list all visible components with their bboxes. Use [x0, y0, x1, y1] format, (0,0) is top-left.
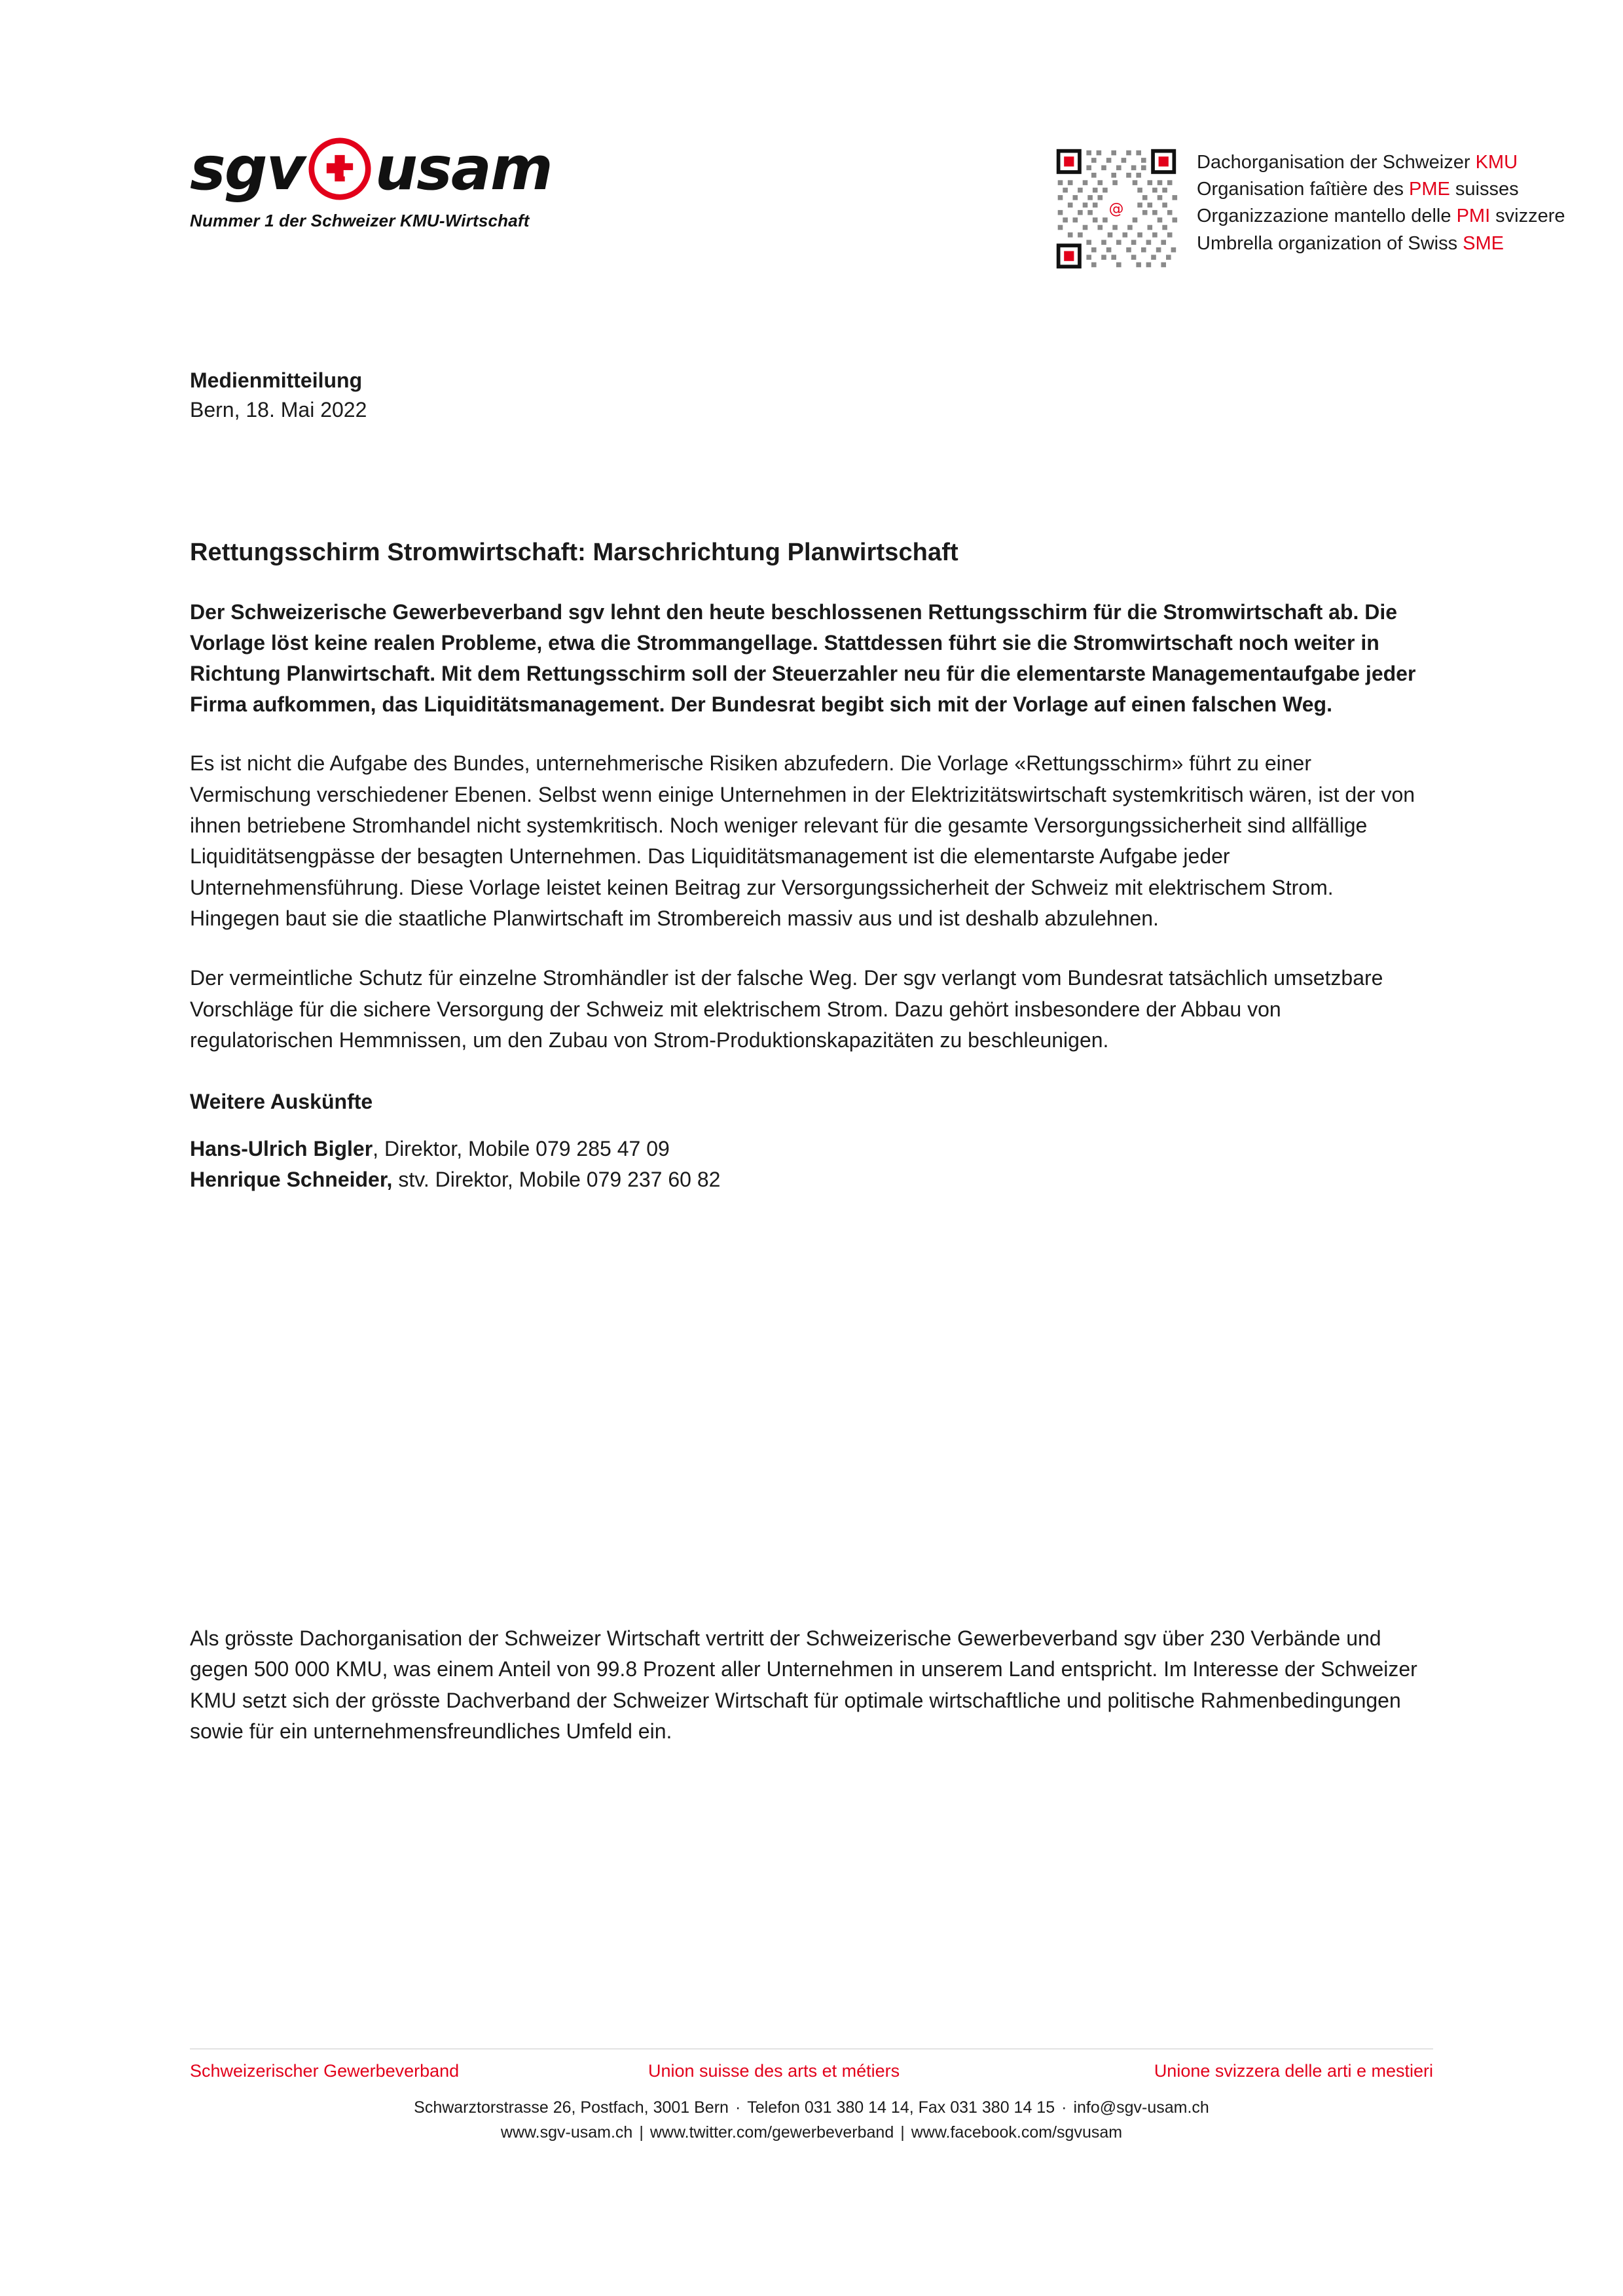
boilerplate-paragraph: Als grösste Dachorganisation der Schweizer Wirtschaft vertritt der Schweizerische Gewerbeverband sgv über 230 Verbände und gegen 500 000 KMU, was einem Anteil von 99.8 Prozent aller Unternehmen in unserem Land entspricht. Im Interesse der Schweizer KMU setzt sich der grösste Dachverband der Schweizer Wirtschaft für optimale wirtschaftliche und politische Rahmenbedingungen sowie für ein unternehmensfreundliches Umfeld ein. [190, 1626, 1417, 1744]
body-paragraph-1: Es ist nicht die Aufgabe des Bundes, unternehmerische Risiken abzufedern. Die Vorlage «Rettungsschirm» führt zu einer Vermischung verschiedener Ebenen. Selbst wenn einige Unternehmen in der Elektrizitätswirtschaft systemkritisch wären, ist der von ihnen betriebene Stromhandel nicht systemkritisch. Noch weniger relevant für die gesamte Versorgungssicherheit sind allfällige Liquiditätsengpässe der besagten Unternehmen. Das Liquiditätsmanagement ist die elementarste Aufgabe jeder Unternehmensführung. Diese Vorlage leistet keinen Beitrag zur Versorgungssicherheit der Schweiz mit elektrischem Strom. Hingegen baut sie die staatliche Planwirtschaft im Strombereich massiv aus und ist deshalb abzulehnen. [190, 751, 1415, 931]
org-line-it [1197, 203, 1565, 230]
org-line-fr-highlight: PME [1409, 179, 1450, 200]
qr-code-icon [1054, 147, 1178, 271]
org-line-fr [1197, 176, 1565, 203]
footer-links-row [190, 2121, 1433, 2145]
dateline: Bern, 18. Mai 2022 [190, 398, 367, 422]
footer-contact-info [190, 2096, 1433, 2145]
footer-name-de: Schweizerischer Gewerbeverband [190, 2061, 460, 2081]
swiss-cross-icon [308, 137, 371, 200]
document-type-label: Medienmitteilung [190, 368, 363, 392]
org-line-en [1197, 230, 1565, 257]
org-line-de-highlight: KMU [1475, 152, 1518, 173]
footer-address: Schwarztorstrasse 26, Postfach, 3001 Bern [414, 2098, 729, 2117]
org-line-fr-suffix: suisses [1450, 179, 1519, 200]
footer-separator: | [900, 2123, 905, 2142]
footer-address-row [190, 2096, 1433, 2121]
org-line-fr-prefix: Organisation faîtière des [1197, 179, 1410, 200]
logo-word-right: usam [374, 134, 552, 204]
page-title: Rettungsschirm Stromwirtschaft: Marschrichtung Planwirtschaft [190, 539, 958, 567]
contact-list [190, 1134, 1434, 1194]
org-line-de-prefix: Dachorganisation der Schweizer [1197, 152, 1476, 173]
letterhead [190, 134, 1565, 295]
footer-twitter-link[interactable]: www.twitter.com/gewerbeverband [649, 2123, 894, 2142]
footer-separator: · [735, 2098, 741, 2117]
footer-association-names [190, 2058, 1433, 2081]
logo-tagline: Nummer 1 der Schweizer KMU-Wirtschaft [190, 211, 530, 230]
sgv-usam-logo [190, 134, 779, 231]
logo-word-left: sgv [190, 134, 304, 204]
contact-heading: Weitere Auskünfte [190, 1090, 373, 1114]
org-line-en-highlight: SME [1463, 232, 1504, 254]
page-footer [190, 2049, 1433, 2145]
org-line-it-suffix: svizzere [1490, 206, 1565, 227]
footer-facebook-link[interactable]: www.facebook.com/sgvusam [911, 2123, 1123, 2142]
footer-separator: · [1061, 2098, 1067, 2117]
footer-email[interactable]: info@sgv-usam.ch [1073, 2098, 1209, 2117]
contact-name: Henrique Schneider, [190, 1168, 393, 1192]
organization-block [1054, 147, 1565, 271]
document-body [190, 367, 1434, 1195]
org-line-de [1197, 149, 1565, 176]
footer-name-it: Unione svizzera delle arti e mestieri [1154, 2061, 1433, 2081]
footer-name-fr: Union suisse des arts et métiers [648, 2061, 900, 2081]
contact-details: , Direktor, Mobile 079 285 47 09 [373, 1137, 670, 1161]
body-paragraph-2: Der vermeintliche Schutz für einzelne Stromhändler ist der falsche Weg. Der sgv verlangt vom Bundesrat tatsächlich umsetzbare Vorschläge für die sichere Versorgung der Schweiz mit elektrischem Strom. Dazu gehört insbesondere der Abbau von regulatorischen Hemmnissen, um den Zubau von Strom-Produktionskapazitäten zu beschleunigen. [190, 966, 1383, 1052]
org-line-it-highlight: PMI [1456, 206, 1491, 227]
svg-text:@: @ [1108, 200, 1124, 218]
lead-paragraph: Der Schweizerische Gewerbeverband sgv lehnt den heute beschlossenen Rettungsschirm für die Stromwirtschaft ab. Die Vorlage löst keine realen Probleme, etwa die Strommangellage. Stattdessen führt sie die Stromwirtschaft noch weiter in Richtung Planwirtschaft. Mit dem Rettungsschirm soll der Steuerzahler neu für die elementarste Managementaufgabe jeder Firma aufkommen, das Liquiditätsmanagement. Der Bundesrat begibt sich mit der Vorlage auf einen falschen Weg. [190, 600, 1416, 716]
org-line-en-prefix: Umbrella organization of Swiss [1197, 232, 1463, 254]
contact-details: stv. Direktor, Mobile 079 237 60 82 [392, 1168, 721, 1192]
footer-website-link[interactable]: www.sgv-usam.ch [500, 2123, 633, 2142]
footer-separator: | [639, 2123, 644, 2142]
contact-item [190, 1164, 1434, 1195]
logo-wordmark [190, 134, 779, 204]
contact-name: Hans-Ulrich Bigler [190, 1137, 373, 1161]
footer-phone: Telefon 031 380 14 14, Fax 031 380 14 15 [747, 2098, 1055, 2117]
org-line-it-prefix: Organizzazione mantello delle [1197, 206, 1457, 227]
contact-item [190, 1134, 1434, 1164]
organization-names [1197, 147, 1565, 257]
